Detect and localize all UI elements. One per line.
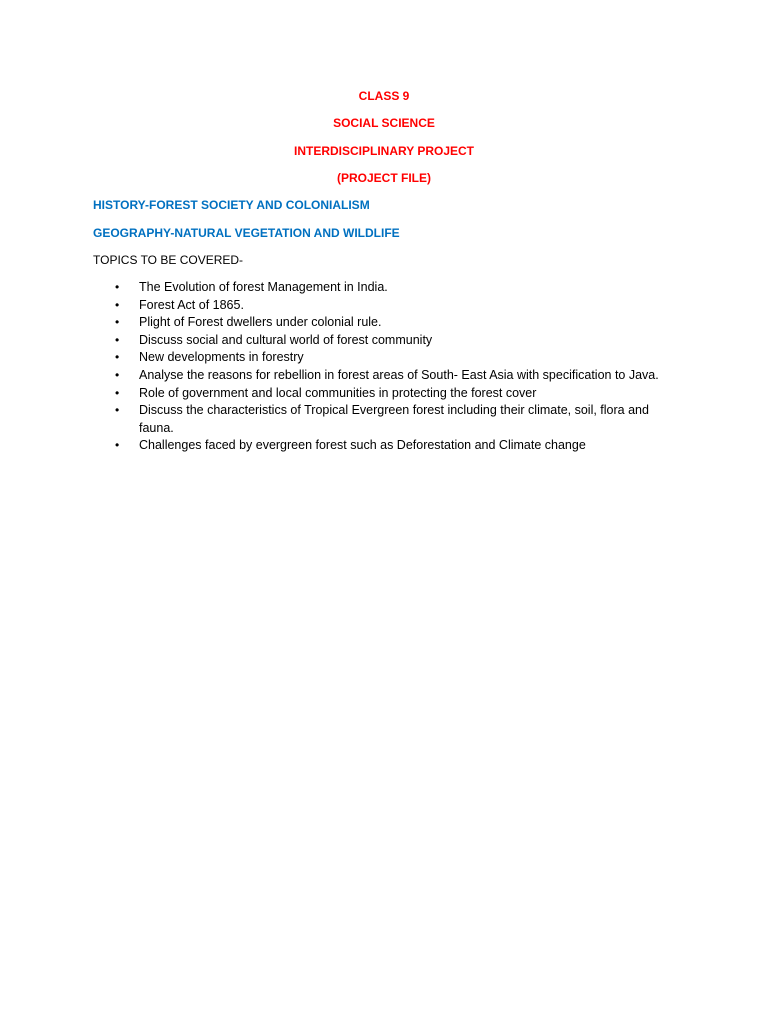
- history-heading: HISTORY-FOREST SOCIETY AND COLONIALISM: [93, 198, 370, 212]
- bullet-icon: •: [115, 350, 120, 365]
- bullet-icon: •: [115, 280, 120, 294]
- class-heading: CLASS 9: [358, 89, 410, 103]
- project-heading: INTERDISCIPLINARY PROJECT: [293, 144, 475, 158]
- bullet-icon: •: [115, 367, 120, 382]
- topic-list: [93, 279, 683, 455]
- list-item: [93, 402, 683, 437]
- list-item: [93, 332, 683, 350]
- list-item: [93, 437, 683, 455]
- bullet-icon: •: [115, 297, 120, 312]
- subject-heading: SOCIAL SCIENCE: [333, 116, 435, 130]
- list-item-text: Discuss social and cultural world of forest community: [139, 332, 433, 347]
- bullet-icon: •: [115, 403, 120, 418]
- list-item: [93, 385, 683, 403]
- list-item: [93, 314, 683, 332]
- bullet-icon: •: [115, 315, 120, 330]
- list-item-text: The Evolution of forest Management in India.: [139, 280, 388, 294]
- list-item-text: Discuss the characteristics of Tropical Evergreen forest including their climate, soil, flora and fauna.: [139, 403, 649, 435]
- geography-heading: GEOGRAPHY-NATURAL VEGETATION AND WILDLIFE: [93, 226, 400, 240]
- list-item: [93, 349, 683, 367]
- bullet-icon: •: [115, 438, 120, 453]
- list-item: [93, 297, 683, 315]
- list-item-text: Forest Act of 1865.: [139, 297, 244, 312]
- list-item-text: New developments in forestry: [139, 350, 304, 365]
- list-item: [93, 279, 683, 297]
- bullet-icon: •: [115, 332, 120, 347]
- list-item-text: Challenges faced by evergreen forest such as Deforestation and Climate change: [139, 438, 586, 453]
- list-item: [93, 367, 683, 385]
- bullet-icon: •: [115, 385, 120, 400]
- topics-label: TOPICS TO BE COVERED-: [93, 253, 244, 267]
- list-item-text: Analyse the reasons for rebellion in forest areas of South- East Asia with specification to Java.: [139, 367, 659, 382]
- project-file-heading: (PROJECT FILE): [336, 171, 431, 185]
- list-item-text: Plight of Forest dwellers under colonial rule.: [139, 315, 382, 330]
- list-item-text: Role of government and local communities in protecting the forest cover: [139, 385, 537, 400]
